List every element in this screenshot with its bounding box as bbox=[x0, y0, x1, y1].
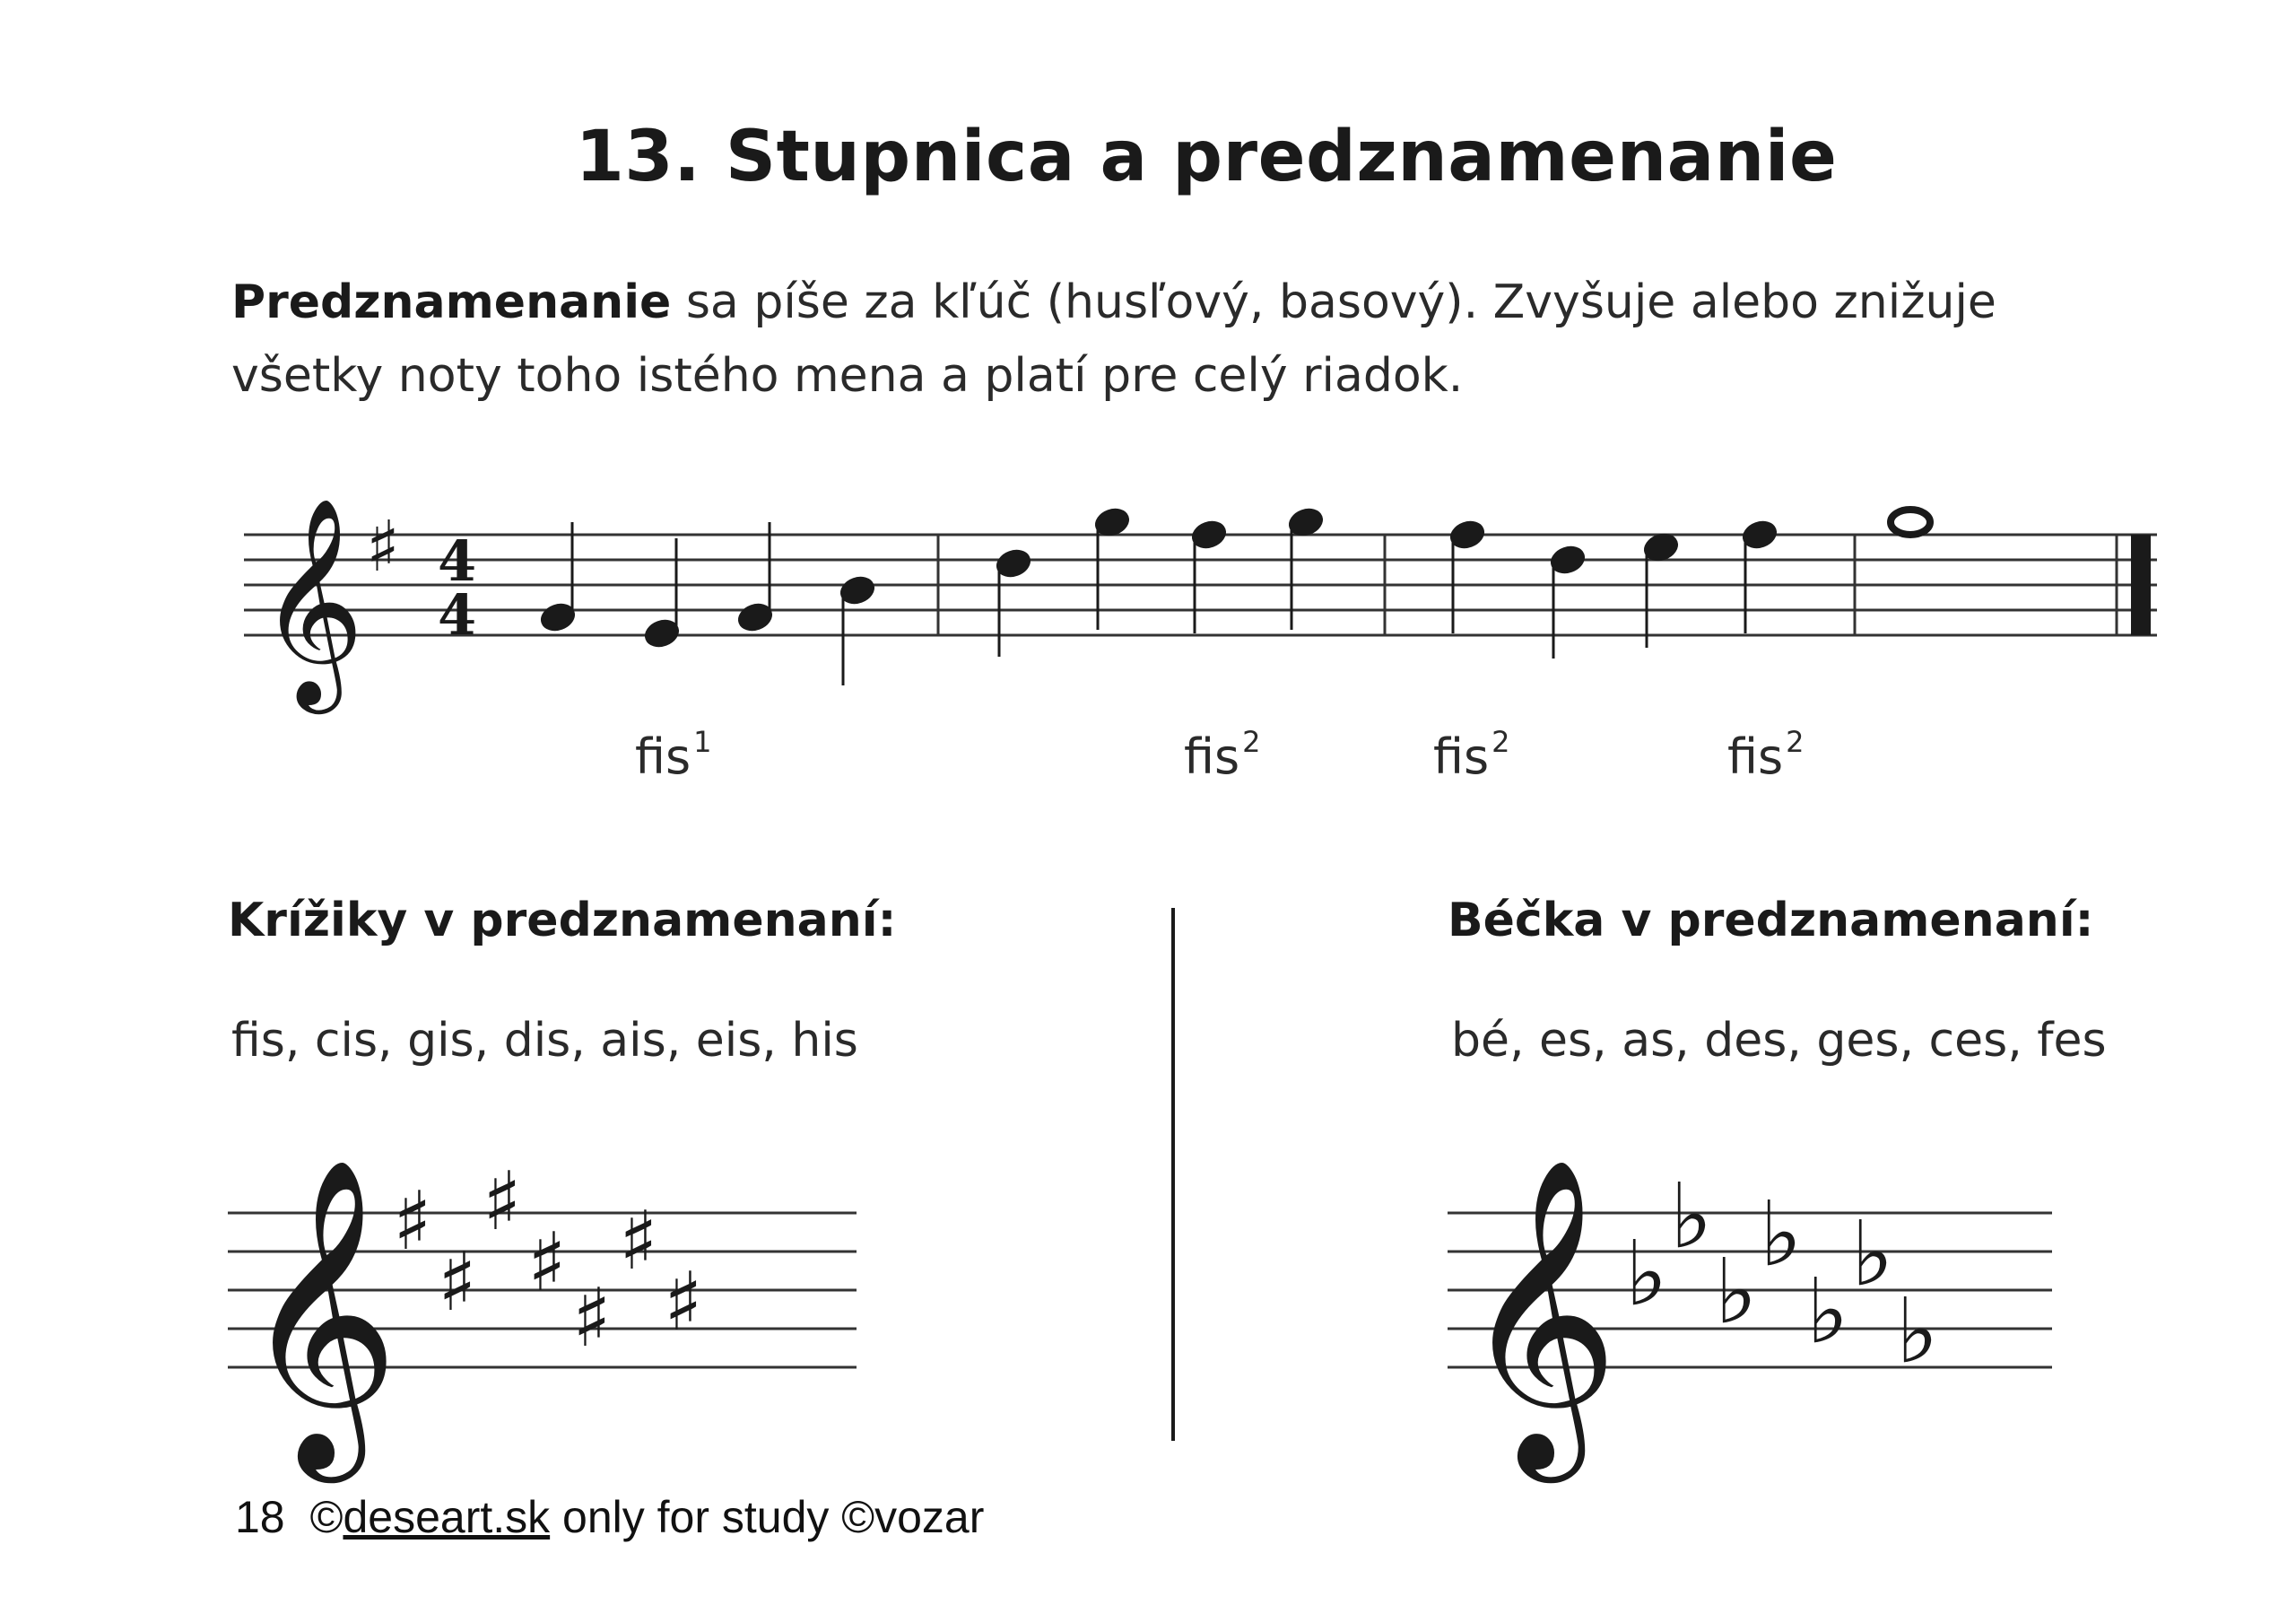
note bbox=[1741, 519, 1779, 633]
flats-key-signature bbox=[1625, 1164, 1938, 1383]
sharp-icon: ♯ bbox=[664, 1254, 703, 1349]
flat-icon: ♭ bbox=[1625, 1221, 1668, 1326]
page-footer bbox=[235, 1491, 984, 1543]
flat-icon: ♭ bbox=[1896, 1278, 1939, 1383]
intro-text-1: sa píše za kľúč (husľový, basový). Zvyšuje alebo znižuje bbox=[671, 275, 1996, 329]
flat-icon: ♭ bbox=[1715, 1239, 1758, 1344]
sharp-icon: ♯ bbox=[366, 506, 400, 588]
sharp-icon: ♯ bbox=[572, 1270, 612, 1365]
note-label: fis$^1$ bbox=[635, 725, 712, 785]
sharps-list: fis, cis, gis, dis, ais, eis, his bbox=[231, 1014, 858, 1068]
sharp-icon: ♯ bbox=[619, 1193, 658, 1288]
scale-notes bbox=[539, 506, 1930, 685]
flats-heading: Béčka v predznamenaní: bbox=[1448, 894, 2094, 947]
note bbox=[839, 574, 877, 685]
flats-list: bé, es, as, des, ges, ces, fes bbox=[1451, 1014, 2107, 1068]
intro-term: Predznamenanie bbox=[231, 275, 672, 329]
sharp-icon: ♯ bbox=[438, 1234, 477, 1330]
flat-icon: ♭ bbox=[1670, 1164, 1713, 1269]
treble-clef-icon: 𝄞 bbox=[240, 1156, 400, 1469]
note bbox=[643, 538, 682, 650]
final-barline bbox=[2131, 535, 2151, 635]
page-title: 13. Stupnica a predznamenanie bbox=[575, 117, 1838, 197]
treble-clef-icon: 𝄞 bbox=[258, 496, 365, 705]
flat-icon: ♭ bbox=[1806, 1259, 1849, 1364]
page-number: 18 bbox=[235, 1492, 285, 1542]
sharp-icon: ♯ bbox=[527, 1215, 567, 1310]
note bbox=[1190, 519, 1229, 633]
flat-icon: ♭ bbox=[1760, 1182, 1803, 1287]
note bbox=[1642, 531, 1681, 648]
intro-line-2: všetky noty toho istého mena a platí pre celý riadok. bbox=[231, 349, 1464, 403]
sharp-icon: ♯ bbox=[393, 1173, 432, 1269]
note bbox=[1448, 519, 1487, 633]
treble-clef-icon: 𝄞 bbox=[1460, 1156, 1620, 1469]
note bbox=[539, 522, 578, 633]
time-signature-top: 4 bbox=[438, 528, 477, 594]
note-label: fis$^2$ bbox=[1184, 725, 1261, 785]
note-label: fis$^2$ bbox=[1727, 725, 1805, 785]
flat-icon: ♭ bbox=[1851, 1201, 1894, 1306]
note-label: fis$^2$ bbox=[1433, 725, 1510, 785]
note bbox=[1549, 544, 1587, 659]
copyright-symbol: © bbox=[309, 1492, 344, 1542]
site-link[interactable]: deseart.sk bbox=[343, 1492, 551, 1542]
sharps-heading: Krížiky v predznamenaní: bbox=[228, 894, 897, 947]
note bbox=[736, 522, 775, 633]
sharp-icon: ♯ bbox=[483, 1154, 522, 1249]
note bbox=[995, 547, 1033, 657]
time-signature-bottom: 4 bbox=[438, 582, 477, 648]
sharps-key-signature bbox=[393, 1154, 703, 1365]
whole-note bbox=[1891, 510, 1930, 535]
footer-note: only for study ©vozar bbox=[550, 1492, 985, 1542]
